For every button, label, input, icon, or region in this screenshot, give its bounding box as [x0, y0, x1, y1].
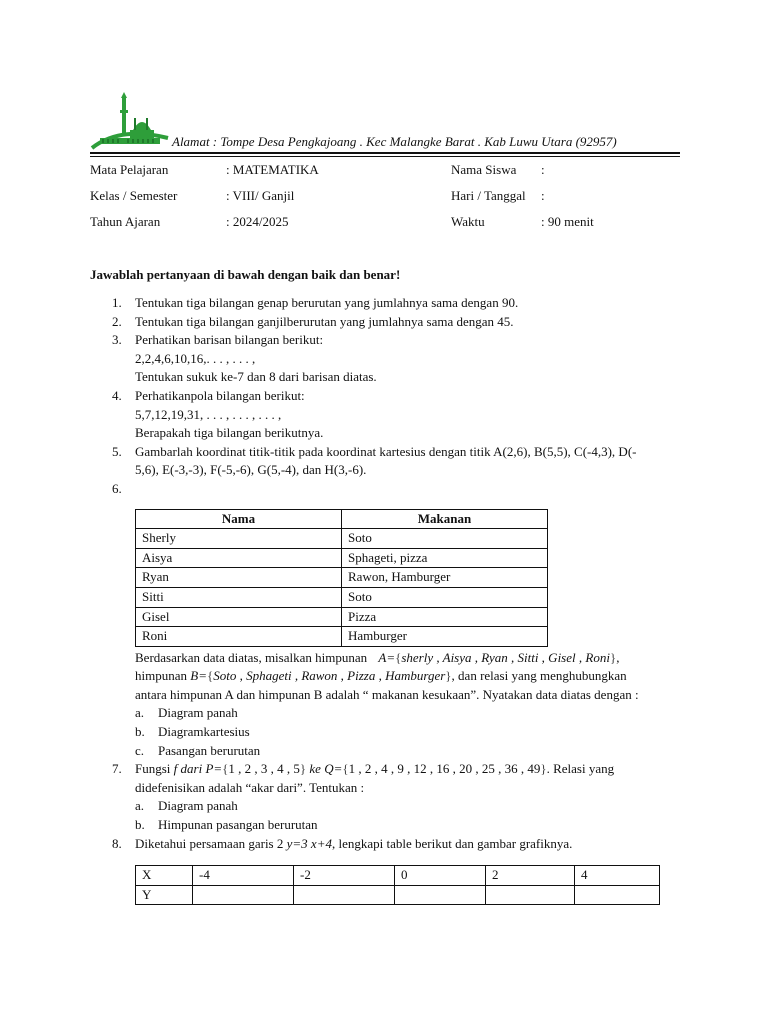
info-value: : 90 menit	[541, 214, 594, 229]
table-cell: Pizza	[342, 607, 548, 627]
brace-open: {	[222, 761, 229, 777]
table-cell: Sitti	[136, 587, 342, 607]
info-value: : MATEMATIKA	[226, 162, 319, 177]
instruction: Jawablah pertanyaan di bawah dengan baik dan benar!	[90, 267, 401, 282]
option-text: Diagram panah	[158, 798, 238, 814]
question-text: Tentukan sukuk ke-7 dan 8 dari barisan diatas.	[135, 369, 377, 385]
table-row	[136, 627, 548, 647]
set-a-symbol: A=	[378, 649, 396, 665]
question-6	[112, 480, 677, 760]
table-cell: Soto	[342, 587, 548, 607]
question-number: 8.	[112, 835, 122, 851]
brace-close: }	[299, 761, 307, 777]
question-text	[135, 760, 677, 779]
table-cell: Hamburger	[342, 627, 548, 647]
question-1	[112, 294, 677, 313]
number-sequence: 5,7,12,19,31, . . . , . . . , . . . ,	[135, 406, 282, 422]
info-label: Kelas / Semester	[90, 188, 178, 203]
question-8	[112, 835, 677, 906]
option-a	[135, 797, 677, 816]
function-domain: f dari P=	[173, 761, 223, 777]
text-run: , lengkapi table berikut dan gambar grafiknya.	[331, 835, 573, 851]
question-number: 3.	[112, 332, 122, 348]
info-value: : VIII/ Ganjil	[226, 188, 295, 203]
number-sequence: 2,2,4,6,10,16,. . . , . . . ,	[135, 350, 256, 366]
question-number: 6.	[112, 480, 122, 496]
set-b-members: Soto , Sphageti , Rawon , Pizza , Hamburger	[213, 668, 446, 684]
table-cell: -4	[193, 866, 294, 886]
info-row	[90, 214, 680, 240]
question-text: Tentukan tiga bilangan ganjilberurutan yang jumlahnya sama dengan 45.	[135, 313, 514, 329]
table-row	[136, 529, 548, 549]
info-label: Hari / Tanggal	[451, 188, 526, 203]
question-number: 4.	[112, 387, 122, 403]
table-cell: Soto	[342, 529, 548, 549]
option-letter: a.	[135, 705, 145, 721]
question-2	[112, 313, 677, 332]
brace-close: }	[609, 649, 617, 665]
brace-open: {	[395, 649, 402, 665]
option-text: Diagram panah	[158, 705, 238, 721]
option-text: Pasangan berurutan	[158, 742, 261, 758]
option-letter: b.	[135, 817, 145, 833]
option-b	[135, 816, 677, 835]
text-run: Diketahui persamaan garis 2	[135, 835, 284, 851]
question-3	[112, 331, 677, 387]
table-cell[interactable]	[575, 885, 660, 905]
table-cell[interactable]	[395, 885, 486, 905]
info-value: :	[541, 188, 545, 203]
question-number: 1.	[112, 295, 122, 310]
header-rule-thin	[90, 156, 680, 157]
brace-close: }	[445, 668, 452, 684]
info-value: : 2024/2025	[226, 214, 289, 229]
set-p-members: 1 , 2 , 3 , 4 , 5	[228, 761, 300, 777]
line-equation: y=3 x+4	[286, 835, 332, 851]
info-label: Nama Siswa	[451, 162, 517, 177]
option-a	[135, 704, 677, 723]
table-cell: Y	[136, 885, 193, 905]
question-text	[135, 667, 677, 686]
option-text: Diagramkartesius	[158, 724, 250, 740]
option-b	[135, 723, 677, 742]
text-run: himpunan	[135, 668, 187, 684]
set-a-members: sherly , Aisya , Ryan , Sitti , Gisel , Roni	[401, 649, 610, 665]
question-text: didefenisikan adalah “akar dari”. Tentukan :	[135, 779, 365, 795]
set-q-members: 1 , 2 , 4 , 9 , 12 , 16 , 20 , 25 , 36 , 49	[348, 761, 541, 777]
mosque-logo-icon	[90, 92, 170, 156]
table-cell[interactable]	[486, 885, 575, 905]
table-row	[136, 568, 548, 588]
table-cell: -2	[294, 866, 395, 886]
column-header: Makanan	[342, 509, 548, 529]
option-c	[135, 742, 677, 761]
table-row-x	[136, 866, 660, 886]
header-rule-thick	[90, 152, 680, 154]
question-7	[112, 760, 677, 834]
question-text: Tentukan tiga bilangan genap berurutan yang jumlahnya sama dengan 90.	[135, 295, 519, 310]
letterhead	[90, 92, 680, 158]
option-text: Himpunan pasangan berurutan	[158, 817, 318, 833]
text-run: , dan relasi yang menghubungkan	[451, 668, 627, 684]
option-letter: c.	[135, 742, 145, 758]
table-cell: Aisya	[136, 548, 342, 568]
question-text: 5,6), E(-3,-3), F(-5,-6), G(5,-4), dan H(3,-6).	[135, 462, 367, 478]
question-5	[112, 443, 677, 480]
table-row	[136, 587, 548, 607]
table-cell: Ryan	[136, 568, 342, 588]
table-cell[interactable]	[193, 885, 294, 905]
set-b-symbol: B=	[190, 668, 207, 684]
question-4	[112, 387, 677, 443]
table-cell: X	[136, 866, 193, 886]
food-preference-table	[135, 509, 548, 647]
text-run: ,	[616, 649, 620, 665]
exam-info	[90, 162, 680, 240]
question-text: Perhatikanpola bilangan berikut:	[135, 387, 305, 403]
table-header-row	[136, 509, 548, 529]
question-text: Gambarlah koordinat titik-titik pada koordinat kartesius dengan titik A(2,6), B(5,5), C(-4,3), D(-	[135, 443, 637, 459]
column-header: Nama	[136, 509, 342, 529]
function-codomain: ke Q=	[309, 761, 343, 777]
question-number: 5.	[112, 443, 122, 459]
question-text	[135, 649, 677, 668]
xy-value-table	[135, 865, 660, 905]
table-cell[interactable]	[294, 885, 395, 905]
school-address: Alamat : Tompe Desa Pengkajoang . Kec Malangke Barat . Kab Luwu Utara (92957)	[172, 134, 617, 149]
table-row-y	[136, 885, 660, 905]
brace-close: }	[540, 761, 547, 777]
brace-open: {	[342, 761, 349, 777]
table-row	[136, 548, 548, 568]
question-text: Berapakah tiga bilangan berikutnya.	[135, 425, 324, 441]
table-cell: 4	[575, 866, 660, 886]
table-cell: Roni	[136, 627, 342, 647]
table-cell: 0	[395, 866, 486, 886]
table-cell: Sphageti, pizza	[342, 548, 548, 568]
text-run: Fungsi	[135, 761, 171, 777]
text-run: Berdasarkan data diatas, misalkan himpunan	[135, 649, 368, 665]
info-value: :	[541, 162, 545, 177]
question-list	[112, 294, 677, 907]
table-cell: Sherly	[136, 529, 342, 549]
question-number: 7.	[112, 761, 122, 777]
info-row	[90, 188, 680, 214]
question-text	[135, 835, 677, 854]
text-run: . Relasi yang	[546, 761, 615, 777]
question-text: antara himpunan A dan himpunan B adalah “ makanan kesukaan”. Nyatakan data diatas dengan :	[135, 686, 639, 702]
brace-open: {	[206, 668, 214, 684]
table-cell: Gisel	[136, 607, 342, 627]
option-letter: b.	[135, 724, 145, 740]
info-label: Tahun Ajaran	[90, 214, 161, 229]
info-row	[90, 162, 680, 188]
info-label: Waktu	[451, 214, 485, 229]
table-cell: Rawon, Hamburger	[342, 568, 548, 588]
table-cell: 2	[486, 866, 575, 886]
info-label: Mata Pelajaran	[90, 162, 169, 177]
table-row	[136, 607, 548, 627]
question-number: 2.	[112, 313, 122, 329]
question-text: Perhatikan barisan bilangan berikut:	[135, 332, 324, 348]
option-letter: a.	[135, 798, 145, 814]
